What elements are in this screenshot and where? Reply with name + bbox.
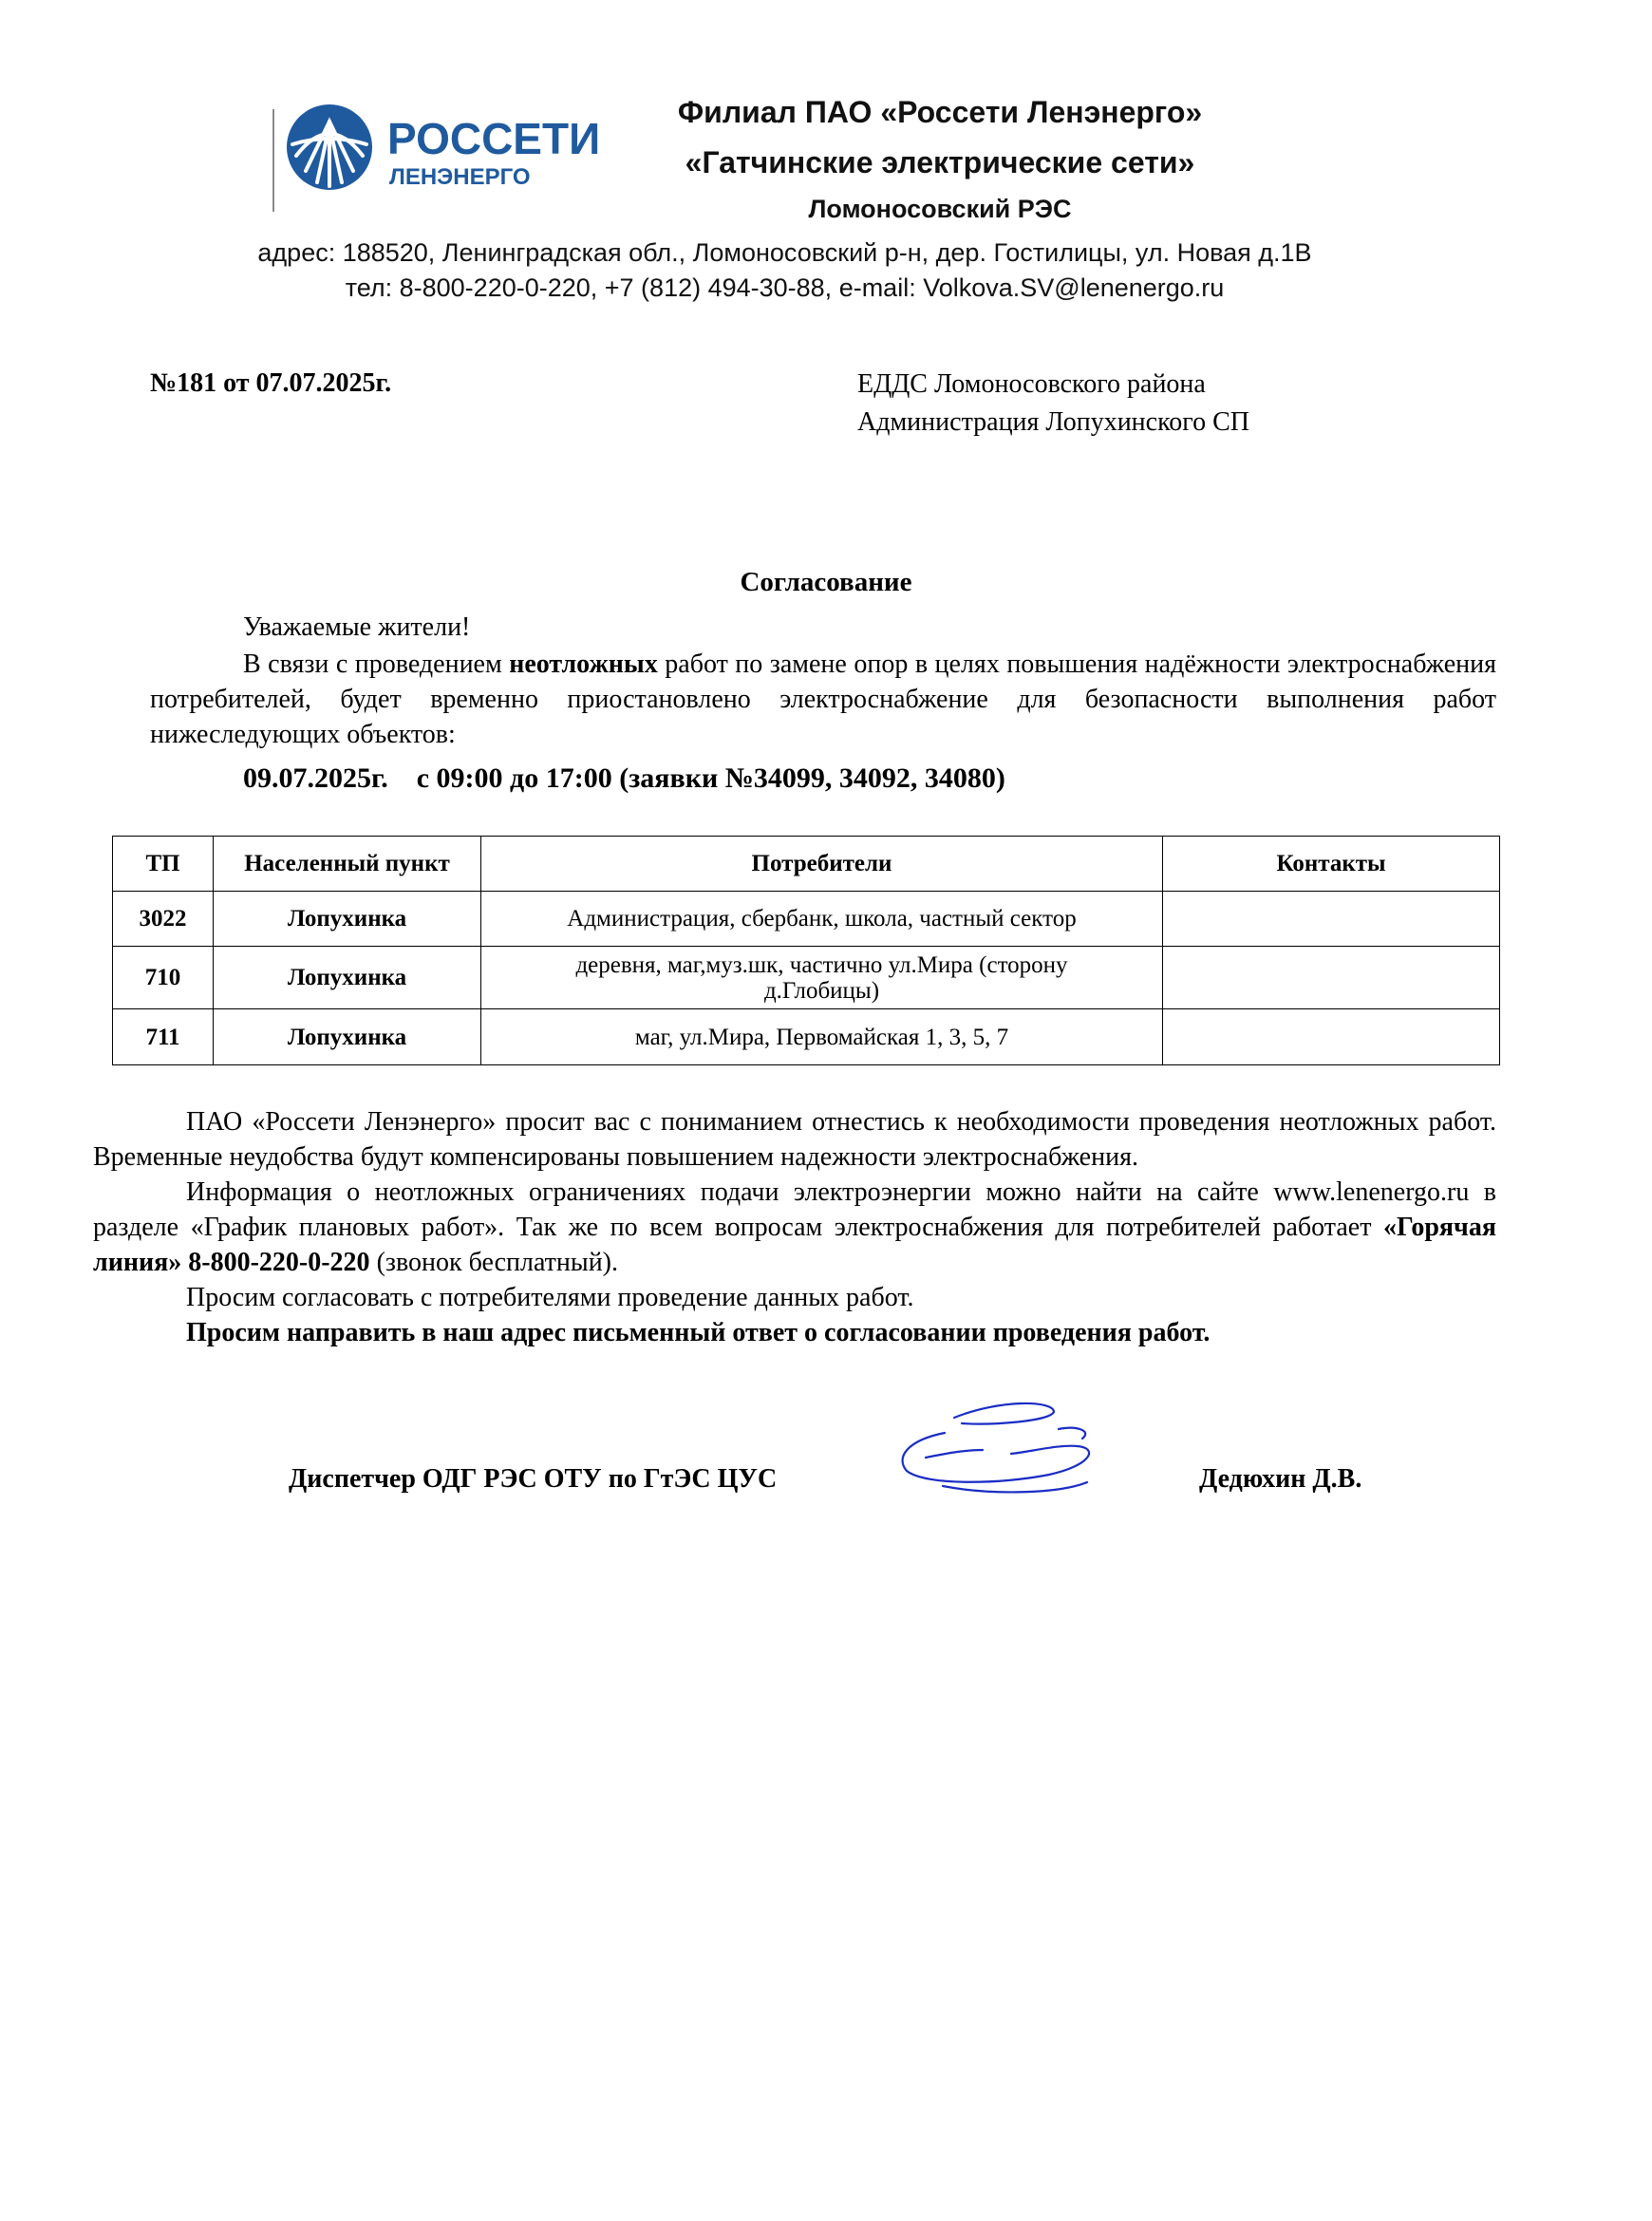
cell-locality: Лопухинка [214,947,481,1009]
footer-paragraph-4: Просим направить в наш адрес письменный ответ о согласовании проведения работ. [186,1318,1211,1347]
intro-emphasis: неотложных [509,649,658,679]
document-title: Согласование [740,567,912,597]
cell-locality: Лопухинка [214,892,481,947]
org-address: адрес: 188520, Ленинградская обл., Ломоносовский р-н, дер. Гостилицы, ул. Новая д.1В [257,238,1312,267]
intro-text-end: работ по замене опор в целях повышения надёжности электроснабжения потребителей, будет временно приостановлено электроснабжение для безопасности выполнения работ нижеследующих объектов: [150,649,1496,749]
table-row [113,1009,1500,1065]
cell-contacts [1163,892,1500,947]
cell-tp: 711 [113,1009,214,1065]
cell-tp: 710 [113,947,214,1009]
cell-consumers: маг, ул.Мира, Первомайская 1, 3, 5, 7 [481,1009,1163,1065]
org-contacts: тел: 8-800-220-0-220, +7 (812) 494-30-88, e-mail: Volkova.SV@lenenergo.ru [345,273,1225,302]
col-header-contacts: Контакты [1163,837,1500,892]
header-divider [272,109,274,212]
footer-paragraph-3: Просим согласовать с потребителями проведение данных работ. [186,1283,914,1312]
cell-tp: 3022 [113,892,214,947]
col-header-tp: ТП [113,837,214,892]
col-header-locality: Населенный пункт [214,837,481,892]
cell-locality: Лопухинка [214,1009,481,1065]
company-logo [285,103,601,193]
hotline-number: «Горячая линия» 8-800-220-0-220 [93,1213,1496,1277]
intro-paragraph [150,647,1496,752]
greeting: Уважаемые жители! [243,612,471,642]
recipient-2: Администрация Лопухинского СП [857,407,1249,437]
signatory-position: Диспетчер ОДГ РЭС ОТУ по ГтЭС ЦУС [289,1464,778,1494]
col-header-consumers: Потребители [481,837,1163,892]
logo-wordmark: РОССЕТИ [387,114,601,163]
footer-paragraphs [93,1104,1496,1350]
hotline-text-end: (звонок бесплатный). [369,1248,618,1277]
cell-consumers: Администрация, сбербанк, школа, частный сектор [481,892,1163,947]
footer-paragraph-1: ПАО «Россети Ленэнерго» просит вас с пониманием отнестись к необходимости проведения неотложных работ. Временные неудобства будут компенсированы повышением надежности электроснабжения. [93,1107,1496,1172]
org-name: Филиал ПАО «Россети Ленэнерго» [677,95,1203,129]
footer-paragraph-2 [93,1175,1496,1280]
document-number: №181 от 07.07.2025г. [150,368,392,398]
rosseti-emblem-icon [285,103,601,193]
hotline-text-start: Информация о неотложных ограничениях подачи электроэнергии можно найти на сайте www.lenenergo.ru в разделе «График плановых работ». Так же по всем вопросам электроснабжения для потребителей работает [93,1177,1496,1242]
signatory-name: Дедюхин Д.В. [1199,1464,1362,1494]
branch-name: «Гатчинские электрические сети» [685,145,1195,179]
cell-contacts [1163,1009,1500,1065]
table-row [113,892,1500,947]
outage-table [112,836,1500,1065]
signature-scribble-icon [888,1391,1120,1510]
outage-date-line: 09.07.2025г. с 09:00 до 17:00 (заявки №34099, 34092, 34080) [243,762,1005,794]
recipient-1: ЕДДС Ломоносовского района [857,369,1206,399]
logo-subtitle: ЛЕНЭНЕРГО [389,164,531,190]
handwritten-signature [888,1391,1120,1510]
district-name: Ломоносовский РЭС [808,195,1072,223]
intro-text-start: В связи с проведением [243,649,510,679]
table-row [113,947,1500,1009]
table-header-row [113,837,1500,892]
cell-contacts [1163,947,1500,1009]
cell-consumers: деревня, маг,муз.шк, частично ул.Мира (сторону д.Глобицы) [481,947,1163,1009]
